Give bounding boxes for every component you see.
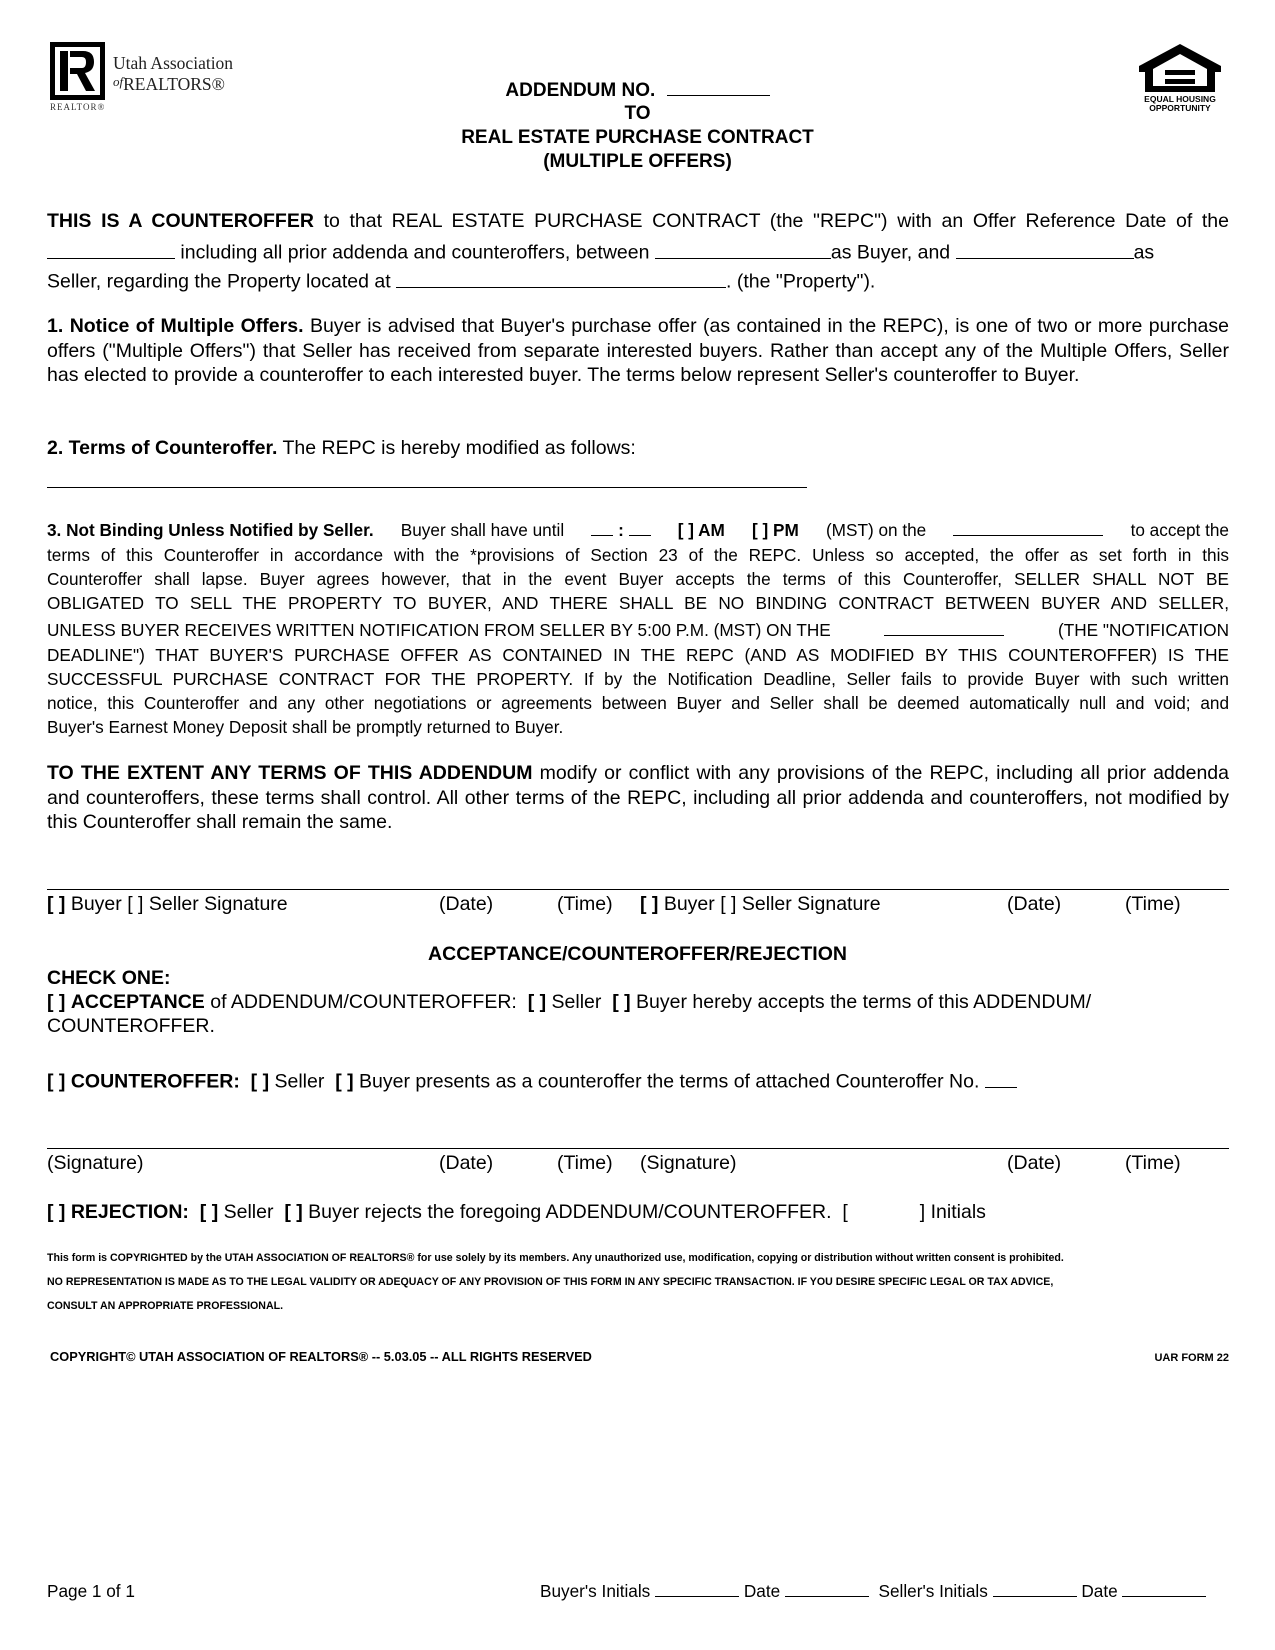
section1-paragraph: [47, 314, 1229, 388]
time-label-4: (Time): [1125, 1152, 1181, 1174]
intro-line3: [47, 267, 875, 295]
time-label-1: (Time): [557, 893, 613, 915]
acceptance-text3: COUNTEROFFER.: [47, 1015, 215, 1037]
rejection-checkbox[interactable]: [ ]: [47, 1201, 66, 1223]
time-label-2: (Time): [1125, 893, 1181, 915]
counteroffer-seller-checkbox[interactable]: [ ]: [250, 1070, 270, 1093]
intro-text4: as: [1133, 241, 1155, 264]
counteroffer-checkbox[interactable]: [ ]: [47, 1070, 66, 1093]
initials-open-bracket: [: [842, 1201, 848, 1223]
rejection-seller-label: Seller: [223, 1201, 274, 1223]
title-to: TO: [624, 103, 651, 124]
acceptance-buyer-checkbox[interactable]: [ ]: [612, 991, 631, 1013]
section3-line6: DEADLINE") THAT BUYER'S PURCHASE OFFER AS CONTAINED IN THE REPC (AND AS MODIFIED BY THIS COUNTEROFFER) IS THE: [47, 645, 1229, 665]
seller-checkbox-2[interactable]: [ ]: [720, 893, 737, 915]
terms-blank-line[interactable]: [47, 487, 807, 488]
offer-reference-date-blank[interactable]: [47, 238, 175, 259]
buyer-checkbox-1[interactable]: [ ]: [47, 893, 66, 915]
counteroffer-seller-label: Seller: [274, 1070, 325, 1093]
uar-form-number: UAR FORM 22: [1154, 1352, 1229, 1364]
buyers-initials-blank[interactable]: [655, 1579, 739, 1597]
signature-line-1[interactable]: [47, 889, 1229, 890]
am-checkbox[interactable]: [ ] AM: [677, 520, 725, 540]
page-number: Page 1 of 1: [47, 1581, 135, 1601]
title-multiple-offers: (MULTIPLE OFFERS): [543, 151, 732, 172]
logo-realtor-mark: REALTOR®: [50, 102, 106, 112]
section3-line1: [47, 518, 1229, 543]
intro-text2: including all prior addenda and counteroffers, between: [180, 241, 650, 264]
acceptance-heading: ACCEPTANCE/COUNTEROFFER/REJECTION: [428, 943, 847, 965]
rejection-seller-checkbox[interactable]: [ ]: [199, 1201, 219, 1223]
acceptance-checkbox[interactable]: [ ]: [47, 991, 66, 1013]
section3-line5b: (THE "NOTIFICATION: [1058, 620, 1229, 640]
signature-line-2[interactable]: [47, 1148, 1229, 1149]
intro-text1: to that REAL ESTATE PURCHASE CONTRACT (the "REPC") with an Offer Reference Date of the: [323, 210, 1229, 232]
buyer-label-2: Buyer: [663, 893, 715, 915]
initials-footer: [540, 1579, 1206, 1604]
date-label-4: (Date): [1007, 1152, 1062, 1174]
notification-deadline-blank[interactable]: [884, 618, 1004, 636]
property-address-blank[interactable]: [396, 267, 726, 288]
acceptance-seller-checkbox[interactable]: [ ]: [527, 991, 547, 1013]
legal-line2: NO REPRESENTATION IS MADE AS TO THE LEGAL VALIDITY OR ADEQUACY OF ANY PROVISION OF THIS FORM IN ANY SPECIFIC TRANSACTION. IF YOU DESIRE SPECIFIC LEGAL OR TAX ADVICE,: [47, 1276, 1054, 1288]
section3-line4: OBLIGATED TO SELL THE PROPERTY TO BUYER, AND THERE SHALL BE NO BINDING CONTRACT BETWEEN BUYER AND SELLER,: [47, 593, 1229, 613]
acceptance-row: [47, 990, 1091, 1015]
intro-line1: [47, 209, 1229, 234]
logo-of: of: [113, 74, 124, 89]
signature-row-2: [47, 1151, 1229, 1177]
acceptance-seller-label: Seller: [551, 991, 602, 1013]
date-label-1: (Date): [439, 893, 494, 915]
seller-name-blank[interactable]: [956, 238, 1134, 259]
hour-blank[interactable]: [591, 518, 613, 536]
logo-line2: REALTORS®: [123, 74, 225, 94]
seller-checkbox-1[interactable]: [ ]: [127, 893, 144, 915]
time-colon: :: [618, 520, 624, 541]
initials-label: ] Initials: [919, 1201, 986, 1223]
acceptance-text2: Buyer hereby accepts the terms of this ADDENDUM/: [636, 991, 1092, 1013]
sellers-date-blank[interactable]: [1122, 1579, 1206, 1597]
section3-text3: to accept the: [1130, 520, 1229, 540]
section1-heading: 1. Notice of Multiple Offers.: [47, 315, 304, 337]
extent-body: modify or conflict with any provisions of the REPC, including all prior addenda and counteroffers, these terms shall control. All other terms of the REPC, including all prior addenda and counteroffers, not modified by this Counteroffer shall remain the same.: [47, 762, 1229, 833]
buyers-initials-label: Buyer's Initials: [540, 1581, 651, 1602]
acceptance-text1: of ADDENDUM/COUNTEROFFER:: [210, 991, 517, 1013]
date-label-3: (Date): [439, 1152, 494, 1174]
section1-body: Buyer is advised that Buyer's purchase offer (as contained in the REPC), is one of two or more purchase offers ("Multiple Offers") that Seller has received from separate interested buyers. Rather than accept any of the Multiple Offers, Seller has elected to provide a counteroffer to each interested buyer. The terms below represent Seller's counteroffer to Buyer.: [47, 315, 1229, 386]
rejection-label: REJECTION:: [70, 1201, 189, 1223]
section3-text1: Buyer shall have until: [400, 520, 565, 540]
counteroffer-row: [47, 1067, 1017, 1095]
intro-text5: Seller, regarding the Property located at: [47, 270, 391, 293]
acceptance-label: ACCEPTANCE: [70, 991, 205, 1013]
copyright-line: COPYRIGHT© UTAH ASSOCIATION OF REALTORS® -- 5.03.05 -- ALL RIGHTS RESERVED: [50, 1349, 592, 1364]
title-repc: REAL ESTATE PURCHASE CONTRACT: [461, 127, 814, 148]
sellers-date-label: Date: [1081, 1581, 1118, 1602]
section3-line3: Counteroffer shall lapse. Buyer agrees however, that in the event Buyer accepts the terms of this Counteroffer, SELLER SHALL NOT BE: [47, 569, 1229, 589]
sellers-initials-label: Seller's Initials: [878, 1581, 988, 1602]
counteroffer-number-blank[interactable]: [985, 1067, 1017, 1088]
check-one-label: CHECK ONE:: [47, 967, 171, 989]
counteroffer-label: COUNTEROFFER:: [70, 1070, 240, 1093]
section3-text2: (MST) on the: [825, 520, 927, 540]
intro-line2: [47, 238, 1229, 266]
counteroffer-buyer-checkbox[interactable]: [ ]: [335, 1070, 354, 1093]
rejection-buyer-checkbox[interactable]: [ ]: [284, 1201, 303, 1223]
intro-text3: as Buyer, and: [830, 241, 951, 264]
section3-line2: terms of this Counteroffer in accordance with the *provisions of Section 23 of the REPC. Unless so accepted, the offer as set forth in this: [47, 545, 1229, 565]
buyers-date-blank[interactable]: [785, 1579, 869, 1597]
section3-line8: notice, this Counteroffer and any other negotiations or agreements between Buyer and Seller shall be deemed automatically null and void; and: [47, 693, 1229, 713]
addendum-number-blank[interactable]: [667, 76, 770, 96]
addendum-title: [0, 76, 1275, 103]
section2-heading: 2. Terms of Counteroffer.: [47, 437, 278, 459]
title-addendum-no: ADDENDUM NO.: [505, 80, 656, 101]
section3-line5a: UNLESS BUYER RECEIVES WRITTEN NOTIFICATION FROM SELLER BY 5:00 P.M. (MST) ON THE: [47, 620, 831, 640]
section3-line5: [47, 618, 1229, 643]
seller-signature-label-2: Seller Signature: [741, 893, 881, 915]
signature-label-3: (Signature): [47, 1152, 144, 1174]
legal-line3: CONSULT AN APPROPRIATE PROFESSIONAL.: [47, 1300, 284, 1312]
date-label-2: (Date): [1007, 893, 1062, 915]
section2-body: The REPC is hereby modified as follows:: [282, 437, 636, 459]
section3-line7: SUCCESSFUL PURCHASE CONTRACT FOR THE PROPERTY. If by the Notification Deadline, Seller fails to provide Buyer with such written: [47, 669, 1229, 689]
signature-label-4: (Signature): [640, 1152, 737, 1174]
sellers-initials-blank[interactable]: [993, 1579, 1077, 1597]
buyers-date-label: Date: [743, 1581, 781, 1602]
section3-heading: 3. Not Binding Unless Notified by Seller.: [47, 520, 374, 540]
legal-line1: This form is COPYRIGHTED by the UTAH ASSOCIATION OF REALTORS® for use solely by its members. Any unauthorized use, modification, copying or distribution without written consent is prohibited.: [47, 1252, 1064, 1264]
minute-blank[interactable]: [629, 518, 651, 536]
counteroffer-text: Buyer presents as a counteroffer the terms of attached Counteroffer No.: [359, 1070, 980, 1093]
eho-line2: OPPORTUNITY: [1149, 103, 1211, 113]
acceptance-date-blank[interactable]: [953, 518, 1103, 536]
pm-checkbox[interactable]: [ ] PM: [752, 520, 799, 540]
rejection-text: Buyer rejects the foregoing ADDENDUM/COUNTEROFFER.: [308, 1201, 832, 1223]
eho-line1: EQUAL HOUSING: [1144, 94, 1216, 104]
rejection-row: [47, 1200, 986, 1225]
intro-text6: . (the "Property").: [726, 270, 876, 293]
extent-lead: TO THE EXTENT ANY TERMS OF THIS ADDENDUM: [47, 762, 533, 784]
signature-row-1: [47, 892, 1229, 918]
buyer-checkbox-2[interactable]: [ ]: [640, 893, 659, 915]
section2-paragraph: [47, 436, 636, 461]
section3-line9: Buyer's Earnest Money Deposit shall be promptly returned to Buyer.: [47, 717, 564, 737]
extent-paragraph: [47, 761, 1229, 835]
intro-lead: THIS IS A COUNTEROFFER: [47, 210, 314, 232]
buyer-name-blank[interactable]: [655, 238, 831, 259]
time-label-3: (Time): [557, 1152, 613, 1174]
logo-line1: Utah Association: [113, 53, 234, 73]
seller-signature-label-1: Seller Signature: [148, 893, 288, 915]
buyer-label-1: Buyer: [70, 893, 122, 915]
